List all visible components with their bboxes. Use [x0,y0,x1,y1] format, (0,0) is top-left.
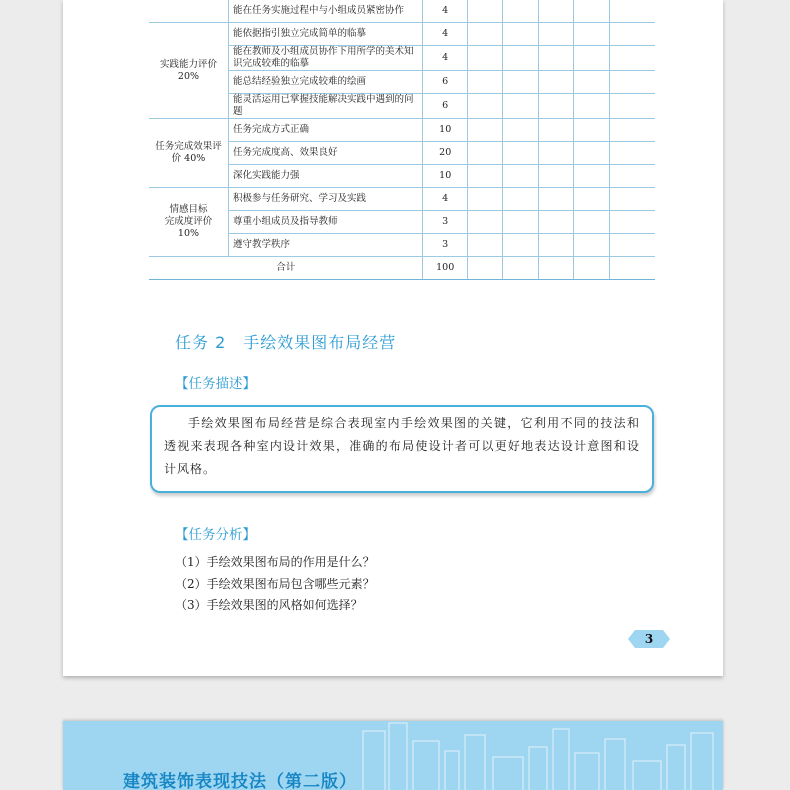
score-cell: 4 [423,46,468,71]
category-cell: 任务完成效果评价 40% [149,119,228,188]
item-cell: 能在任务实施过程中与小组成员紧密协作 [228,0,422,23]
page-number-badge [628,630,670,648]
item-cell: 能依据指引独立完成简单的临摹 [228,23,422,46]
table-row [149,0,655,23]
total-label: 合计 [149,257,423,280]
list-item: （3）手绘效果图的风格如何选择？ [175,598,363,612]
score-cell: 4 [423,188,468,211]
category-cell: 实践能力评价 20% [149,23,228,119]
item-cell: 任务完成方式正确 [228,119,422,142]
score-cell: 6 [423,71,468,94]
question-list [175,552,375,617]
score-cell: 10 [423,165,468,188]
item-cell: 积极参与任务研究、学习及实践 [228,188,422,211]
item-cell: 能在教师及小组成员协作下用所学的美术知识完成较难的临摹 [228,46,422,71]
score-cell: 3 [423,234,468,257]
list-item: （1）手绘效果图布局的作用是什么？ [175,555,375,569]
item-cell: 遵守教学秩序 [228,234,422,257]
table-total-row [149,257,655,280]
score-cell: 3 [423,211,468,234]
next-page-header [63,721,723,790]
item-cell: 尊重小组成员及指导教师 [228,211,422,234]
evaluation-table [149,0,655,280]
total-score: 100 [423,257,468,280]
table-row [149,23,655,46]
task-analysis-heading: 【任务分析】 [175,527,256,543]
task-description-heading: 【任务描述】 [175,376,256,392]
book-title: 建筑装饰表现技法（第二版） [123,772,357,790]
score-cell: 10 [423,119,468,142]
item-cell: 能总结经验独立完成较难的绘画 [228,71,422,94]
category-cell [149,0,228,23]
task-description-text: 手绘效果图布局经营是综合表现室内手绘效果图的关键，它利用不同的技法和透视来表现各种室内设计效果，准确的布局使设计者可以更好地表达设计意图和设计风格。 [164,416,640,476]
score-cell: 4 [423,23,468,46]
document-page [63,0,723,676]
table-row [149,119,655,142]
item-cell: 能灵活运用已掌握技能解决实践中遇到的问题 [228,94,422,119]
task-title: 任务 2 手绘效果图布局经营 [175,333,397,352]
table-row [149,188,655,211]
score-cell: 20 [423,142,468,165]
score-cell: 6 [423,94,468,119]
score-cell: 4 [423,0,468,23]
item-cell: 深化实践能力强 [228,165,422,188]
category-cell: 情感目标 完成度评价 10% [149,188,228,257]
page-number: 3 [644,632,654,646]
task-description-box [150,405,654,493]
list-item: （2）手绘效果图布局包含哪些元素？ [175,576,375,591]
item-cell: 任务完成度高、效果良好 [228,142,422,165]
